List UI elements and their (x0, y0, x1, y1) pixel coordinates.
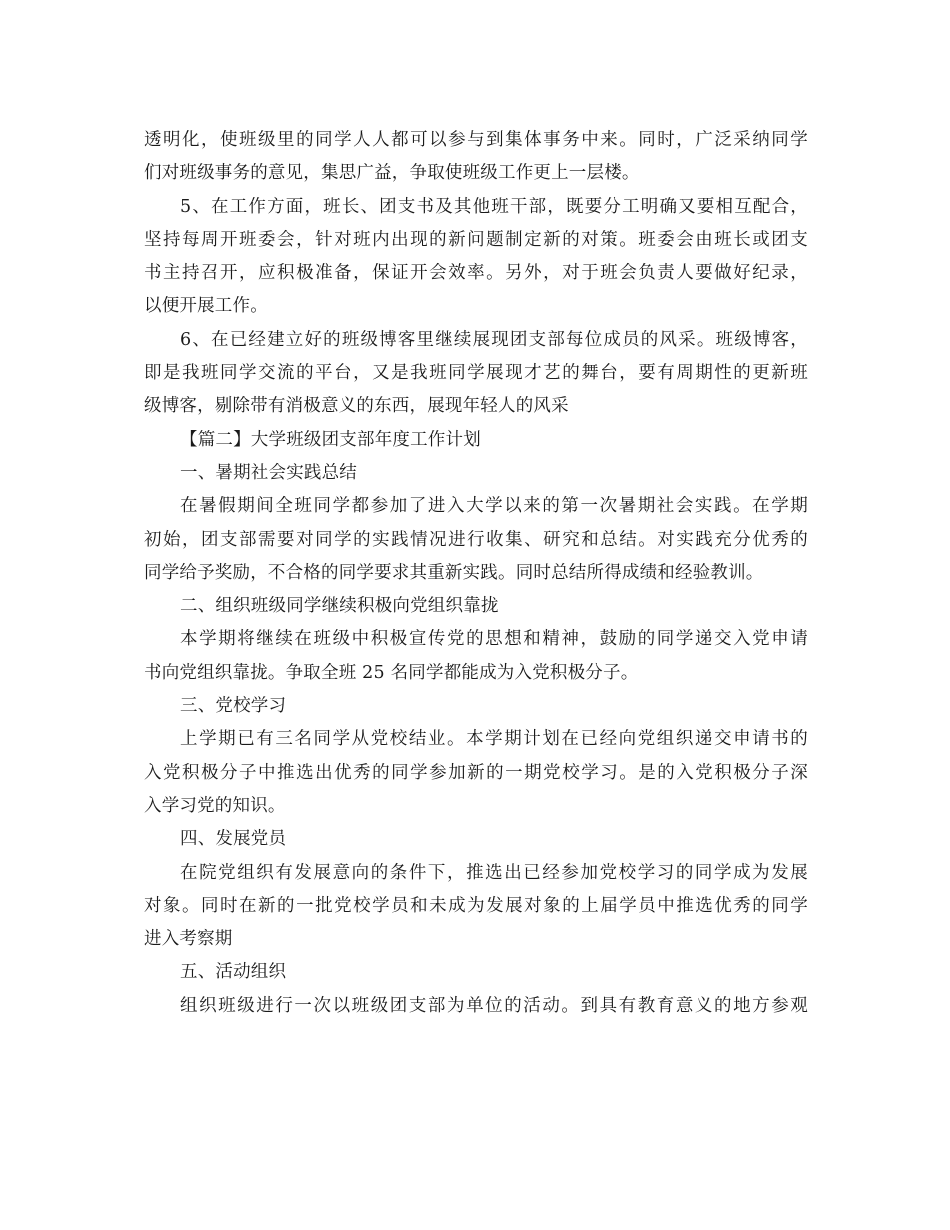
document-body (144, 124, 808, 1023)
text-line: 即是我班同学交流的平台，又是我班同学展现才艺的舞台，要有周期性的更新班 (144, 363, 808, 384)
text-line: 坚持每周开班委会，针对班内出现的新问题制定新的对策。班委会由班长或团支 (144, 229, 808, 250)
text-line: 二、组织班级同学继续积极向党组织靠拢 (180, 596, 499, 617)
text-line: 上学期已有三名同学从党校结业。本学期计划在已经向党组织递交申请书的 (180, 729, 808, 750)
text-line: 对象。同时在新的一批党校学员和未成为发展对象的上届学员中推选优秀的同学 (144, 895, 808, 916)
text-line: 【篇二】大学班级团支部年度工作计划 (180, 429, 481, 450)
text-line: 透明化，使班级里的同学人人都可以参与到集体事务中来。同时，广泛采纳同学 (144, 130, 808, 150)
text-line: 6、在已经建立好的班级博客里继续展现团支部每位成员的风采。班级博客， (180, 329, 808, 350)
text-line: 入学习党的知识。 (144, 795, 286, 816)
text-line: 三、党校学习 (180, 696, 287, 717)
text-line: 一、暑期社会实践总结 (180, 462, 357, 483)
text-line: 四、发展党员 (180, 829, 287, 850)
text-line: 5、在工作方面，班长、团支书及其他班干部，既要分工明确又要相互配合， (180, 196, 808, 217)
text-line: 进入考察期 (144, 929, 233, 950)
text-line: 在院党组织有发展意向的条件下，推选出已经参加党校学习的同学成为发展 (180, 862, 808, 883)
text-line: 入党积极分子中推选出优秀的同学参加新的一期党校学习。是的入党积极分子深 (144, 762, 808, 783)
text-line: 级博客，剔除带有消极意义的东西，展现年轻人的风采 (144, 396, 569, 417)
text-line: 书向党组织靠拢。争取全班 25 名同学都能成为入党积极分子。 (144, 662, 639, 683)
text-line: 本学期将继续在班级中积极宣传党的思想和精神，鼓励的同学递交入党申请 (180, 629, 808, 650)
text-line: 初始，团支部需要对同学的实践情况进行收集、研究和总结。对实践充分优秀的 (144, 529, 808, 550)
text-line: 组织班级进行一次以班级团支部为单位的活动。到具有教育意义的地方参观 (180, 995, 808, 1016)
text-line: 以便开展工作。 (144, 296, 268, 317)
text-line: 书主持召开，应积极准备，保证开会效率。另外，对于班会负责人要做好纪录， (144, 263, 808, 284)
text-line: 们对班级事务的意见，集思广益，争取使班级工作更上一层楼。 (144, 163, 640, 184)
text-line: 五、活动组织 (180, 962, 287, 983)
text-line: 在暑假期间全班同学都参加了进入大学以来的第一次暑期社会实践。在学期 (180, 496, 808, 517)
text-line: 同学给予奖励，不合格的同学要求其重新实践。同时总结所得成绩和经验教训。 (144, 562, 764, 583)
